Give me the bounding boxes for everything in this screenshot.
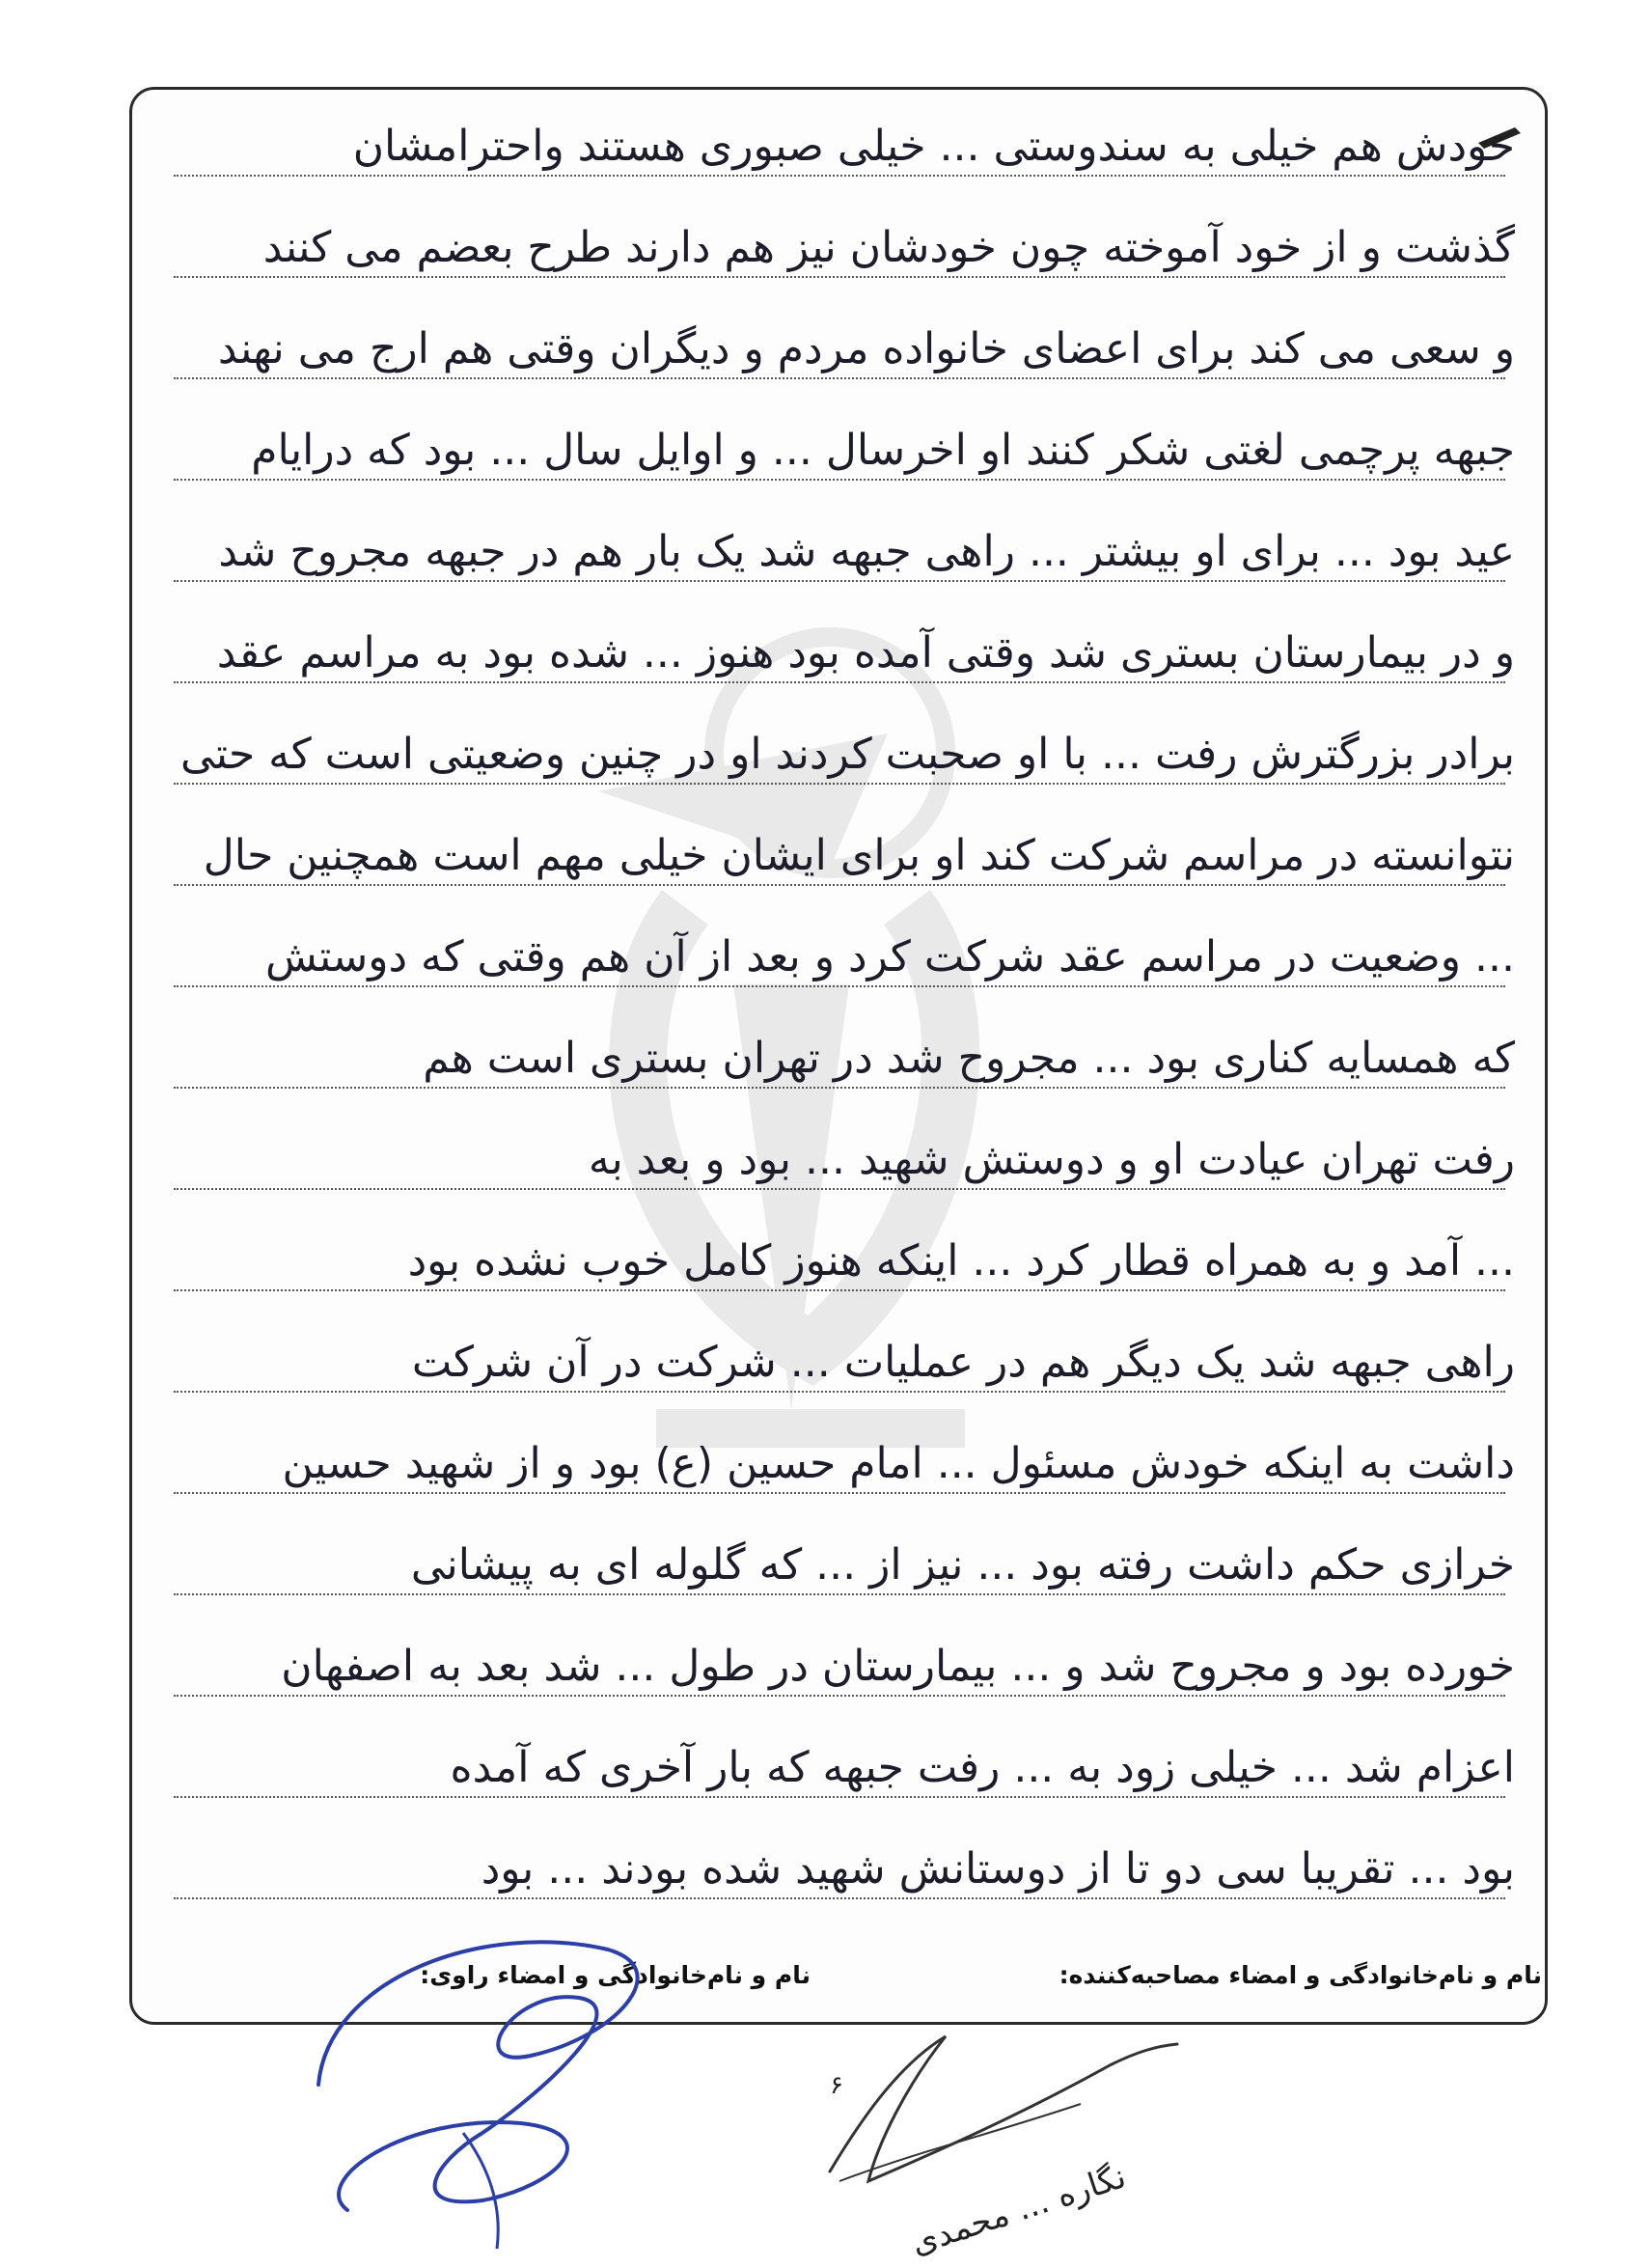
text-line: خودش هم خیلی به سندوستی ... خیلی صبوری هستند واحترامشان bbox=[352, 122, 1515, 171]
text-line: بود ... تقریبا سی دو تا از دوستانش شهید شده بودند ... بود bbox=[481, 1844, 1515, 1894]
text-line: راهی جبهه شد یک دیگر هم در عملیات ... شرکت در آن شرکت bbox=[411, 1338, 1515, 1387]
text-line: نتوانسته در مراسم شرکت کند او برای ایشان خیلی مهم است همچنین حال bbox=[203, 831, 1515, 880]
text-line: و در بیمارستان بستری شد وقتی آمده بود هنوز ... شده بود به مراسم عقد bbox=[216, 628, 1515, 678]
text-line: خرازی حکم داشت رفته بود ... نیز از ... که گلوله ای به پیشانی bbox=[410, 1540, 1515, 1590]
interviewer-signature-label: نام و نام‌خانوادگی و امضاء مصاحبه‌کننده: bbox=[1059, 1961, 1542, 1989]
text-line: خورده بود و مجروح شد و ... بیمارستان در طول ... شد بعد به اصفهان bbox=[281, 1642, 1515, 1691]
text-line: اعزام شد ... خیلی زود به ... رفت جبهه که بار آخری که آمده bbox=[450, 1743, 1515, 1792]
text-line: جبهه پرچمی لغتی شکر کنند او اخرسال ... و اوایل سال ... بود که درایام bbox=[251, 426, 1515, 475]
text-line: داشت به اینکه خودش مسئول ... امام حسین (ع) بود و از شهید حسین bbox=[282, 1439, 1515, 1488]
text-line: برادر بزرگترش رفت ... با او صحبت کردند او در چنین وضعیتی است که حتی bbox=[180, 730, 1515, 779]
narrator-signature bbox=[289, 1892, 695, 2258]
narrator-signature-label: نام و نام‌خانوادگی و امضاء راوی: bbox=[420, 1961, 811, 1989]
page-number: ۶ bbox=[830, 2071, 843, 2100]
text-line: ... وضعیت در مراسم عقد شرکت کرد و بعد از آن هم وقتی که دوستش bbox=[264, 932, 1515, 982]
text-line: رفت تهران عیادت او و دوستش شهید ... بود و بعد به bbox=[588, 1135, 1515, 1184]
interviewer-signature bbox=[820, 2007, 1187, 2200]
text-line: و سعی می کند برای اعضای خانواده مردم و دیگران وقتی هم ارج می نهند bbox=[217, 324, 1515, 373]
text-line: عید بود ... برای او بیشتر ... راهی جبهه شد یک بار هم در جبهه مجروح شد bbox=[218, 527, 1515, 576]
text-line: گذشت و از خود آموخته چون خودشان نیز هم دارند طرح بعضم می کنند bbox=[262, 223, 1515, 272]
text-line: ... آمد و به همراه قطار کرد ... اینکه هنوز کامل خوب نشده بود bbox=[407, 1236, 1515, 1286]
interviewer-handwritten-name: نگاره ... محمدی bbox=[906, 2157, 1131, 2263]
text-line: که همسایه کناری بود ... مجروح شد در تهران بستری است هم bbox=[423, 1034, 1515, 1083]
